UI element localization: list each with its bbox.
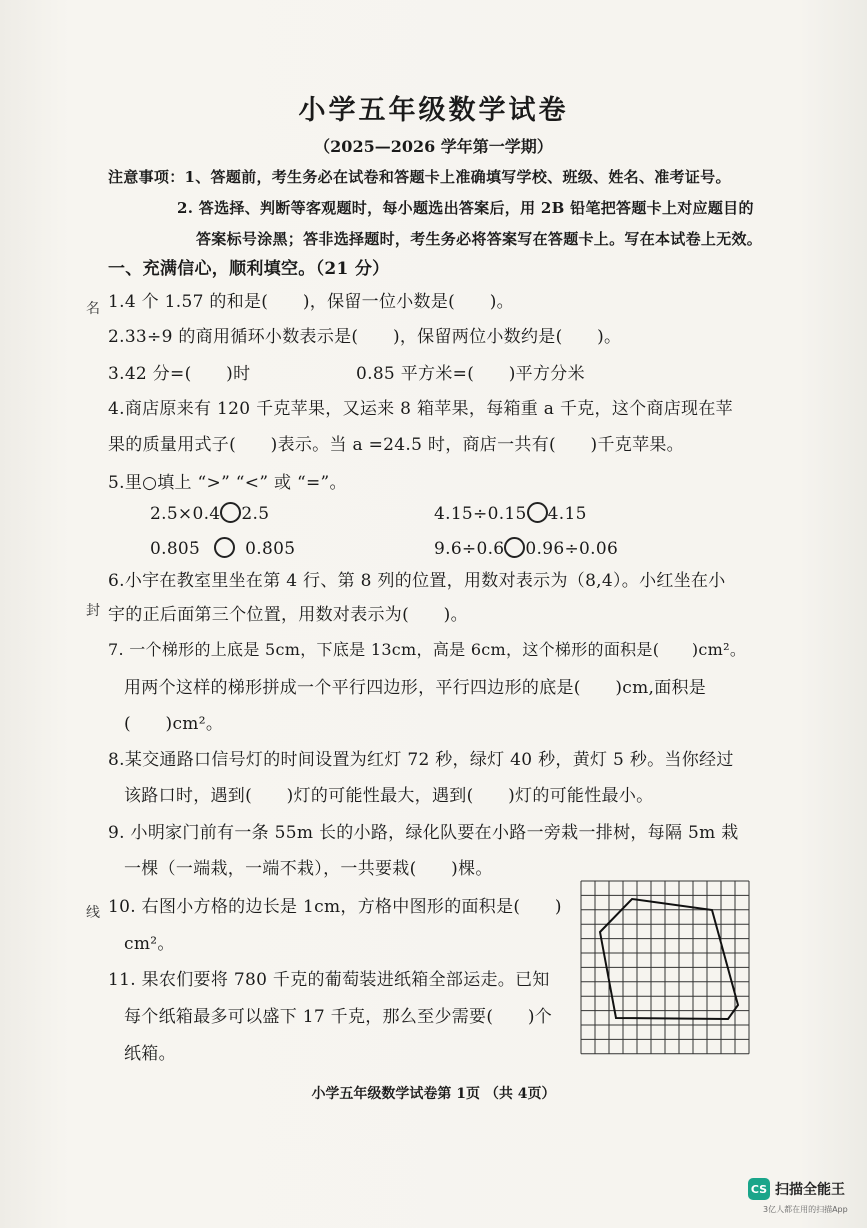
question-11: 11. 果农们要将 780 千克的葡萄装进纸箱全部运走。已知: [108, 970, 550, 990]
compare-item: [434, 502, 587, 524]
compare-right: 2.5: [241, 504, 270, 524]
notice-line: 2. 答选择、判断等客观题时，每小题选出答案后，用 2B 铅笔把答题卡上对应题目的: [177, 199, 754, 217]
compare-right: 0.96÷0.06: [525, 539, 619, 559]
question-10: cm²。: [124, 934, 175, 954]
question-11: 每个纸箱最多可以盛下 17 千克，那么至少需要( )个: [124, 1007, 553, 1027]
question-3-part-b: 0.85 平方米=( )平方分米: [356, 364, 585, 384]
question-2: 2.33÷9 的商用循环小数表示是( )，保留两位小数约是( )。: [108, 327, 622, 347]
section-heading: 一、充满信心，顺利填空。（21 分）: [108, 259, 390, 279]
binding-margin-mark: 线: [86, 905, 100, 921]
exam-title: 小学五年级数学试卷: [298, 95, 569, 126]
question-7: 7. 一个梯形的上底是 5cm，下底是 13cm，高是 6cm，这个梯形的面积是( )cm²。: [108, 640, 747, 659]
question-5: 5.里○填上 “>” “<” 或 “=”。: [108, 473, 347, 493]
question-7: ( )cm²。: [124, 714, 224, 734]
compare-item: [150, 537, 295, 559]
question-9: 一棵（一端栽，一端不栽），一共要栽( )棵。: [124, 859, 493, 879]
compare-left: 2.5×0.4: [150, 504, 221, 524]
scanner-watermark: [748, 1178, 845, 1200]
question-4: 4.商店原来有 120 千克苹果，又运来 8 箱苹果，每箱重 a 千克，这个商店现在苹: [108, 399, 733, 419]
notice-line: 注意事项：1、答题前，考生务必在试卷和答题卡上准确填写学校、班级、姓名、准考证号。: [108, 168, 731, 186]
page-footer: 小学五年级数学试卷第 1页 （共 4页）: [311, 1086, 556, 1102]
binding-margin-mark: 名: [86, 301, 100, 317]
question-6: 6.小宇在教室里坐在第 4 行、第 8 列的位置，用数对表示为（8,4）。小红坐在小: [108, 571, 726, 591]
exam-subtitle: （2025—2026 学年第一学期）: [314, 137, 553, 156]
question-4: 果的质量用式子( )表示。当 a =24.5 时，商店一共有( )千克苹果。: [108, 435, 684, 455]
question-8: 8.某交通路口信号灯的时间设置为红灯 72 秒，绿灯 40 秒，黄灯 5 秒。当你经过: [108, 750, 734, 770]
question-9: 9. 小明家门前有一条 55m 长的小路，绿化队要在小路一旁栽一排树，每隔 5m 栽: [108, 823, 739, 843]
question-7: 用两个这样的梯形拼成一个平行四边形，平行四边形的底是( )cm,面积是: [124, 678, 707, 698]
compare-item: [434, 537, 618, 559]
notice-line: 答案标号涂黑；答非选择题时，考生务必将答案写在答题卡上。写在本试卷上无效。: [196, 230, 763, 248]
grid-figure-svg: [580, 880, 750, 1055]
compare-left: 0.805̇: [150, 539, 201, 559]
question-10: 10. 右图小方格的边长是 1cm，方格中图形的面积是( ): [108, 897, 562, 917]
compare-right: 4.15: [547, 504, 587, 524]
question-11: 纸箱。: [124, 1044, 176, 1064]
question-1: 1.4 个 1.57 的和是( )，保留一位小数是( )。: [108, 292, 514, 312]
compare-circle[interactable]: [504, 537, 525, 558]
scanner-tagline: 3亿人都在用的扫描App: [763, 1205, 848, 1214]
scanner-logo-icon: CS: [748, 1178, 770, 1200]
compare-circle[interactable]: [214, 537, 235, 558]
compare-right: 0.8̇05̇: [245, 539, 296, 559]
compare-item: [150, 502, 269, 524]
question-6: 宇的正后面第三个位置，用数对表示为( )。: [108, 605, 468, 625]
compare-circle[interactable]: [527, 502, 548, 523]
compare-left: 9.6÷0.6: [434, 539, 505, 559]
binding-margin-mark: 封: [86, 603, 100, 619]
question-3-part-a: 3.42 分=( )时: [108, 364, 251, 384]
scanner-name: 扫描全能王: [775, 1182, 845, 1198]
compare-left: 4.15÷0.15: [434, 504, 527, 524]
compare-circle[interactable]: [220, 502, 241, 523]
question-8: 该路口时，遇到( )灯的可能性最大，遇到( )灯的可能性最小。: [124, 786, 654, 806]
grid-figure: [580, 880, 750, 1055]
grid-polygon: [600, 899, 738, 1019]
